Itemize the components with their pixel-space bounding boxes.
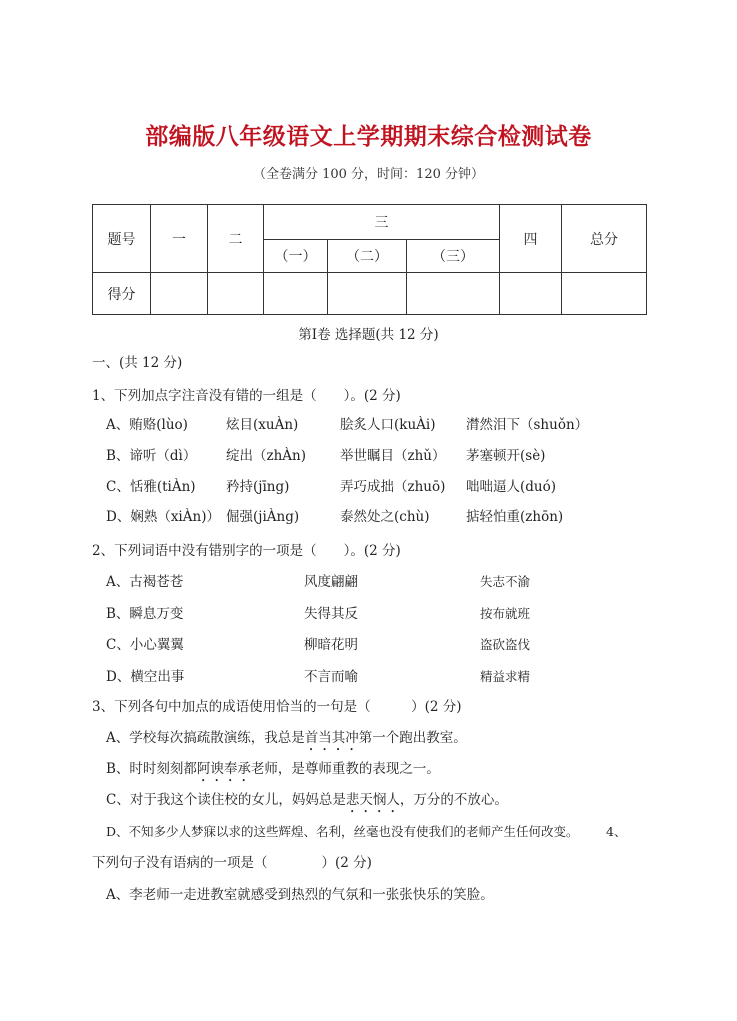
score-label-cell: 得分	[93, 273, 151, 315]
header-cell-number: 题号	[93, 205, 151, 273]
q3-option-c	[106, 791, 508, 816]
q3-option-a	[106, 729, 467, 754]
q1-option-a-4: 潸然泪下（shuǒn）	[466, 417, 589, 433]
score-cell	[500, 273, 562, 315]
q3-option-c-idiom: 悲天悯人	[345, 792, 400, 808]
header-cell-part3-sub1: （一）	[264, 240, 328, 273]
exam-title: 部编版八年级语文上学期期末综合检测试卷	[145, 124, 592, 150]
q1-option-a-3: 脍炙人口(kuÀi)	[340, 417, 436, 433]
score-cell	[208, 273, 264, 315]
q2-option-d-2: 不言而喻	[304, 669, 358, 685]
header-cell-part2: 二	[208, 205, 264, 273]
q3-option-b-idiom: 阿谀奉承	[196, 761, 251, 777]
part-heading: 一、(共 12 分)	[92, 355, 183, 371]
question-1-stem: 1、下列加点字注音没有错的一组是（ ）。(2 分)	[92, 388, 401, 404]
score-table	[92, 204, 647, 315]
header-cell-part3-sub3: （三）	[407, 240, 500, 273]
q3-option-d: D、不知多少人梦寐以求的这些辉煌、名利，丝毫也没有使我们的老师产生任何改变。	[106, 824, 579, 839]
q1-option-d-4: 掂轻怕重(zhōn)	[466, 509, 564, 525]
q2-option-a-3: 失志不渝	[480, 574, 531, 589]
q1-option-c-2: 矜持(jīng)	[226, 479, 290, 495]
header-cell-part4: 四	[500, 205, 562, 273]
q3-option-b-text: B、时时刻刻都	[106, 761, 197, 777]
q1-option-b-2: 绽出（zhÀn)	[226, 448, 307, 464]
q3-option-c-text: C、对于我这个读住校的女儿，妈妈总是	[106, 792, 346, 808]
q3-option-b-tail: 老师，是尊师重教的表现之一。	[250, 761, 440, 777]
q3-option-c-tail: ，万分的不放心。	[399, 792, 508, 808]
q4-option-a: A、李老师一走进教室就感受到热烈的气氛和一张张快乐的笑脸。	[106, 887, 494, 903]
q1-option-a-2: 炫目(xuÀn)	[226, 417, 299, 433]
q1-option-c-4: 咄咄逼人(duó)	[466, 479, 556, 495]
q1-option-b-3: 举世瞩目（zhǔ）	[340, 448, 446, 464]
q1-option-a-1: A、贿赂(lùo)	[106, 417, 188, 433]
score-cell	[407, 273, 500, 315]
header-cell-total: 总分	[562, 205, 647, 273]
q1-option-b-4: 茅塞顿开(sè)	[466, 448, 546, 464]
q1-option-c-1: C、恬雅(tiÀn)	[106, 479, 196, 495]
score-cell	[151, 273, 208, 315]
q2-option-b-2: 失得其反	[304, 606, 358, 622]
q2-option-c-3: 盗砍盗伐	[480, 637, 531, 652]
exam-subtitle: （全卷满分 100 分，时间：120 分钟）	[252, 167, 485, 182]
header-cell-part1: 一	[151, 205, 208, 273]
q2-option-c-2: 柳暗花明	[304, 637, 358, 653]
q1-option-c-3: 弄巧成拙（zhuō)	[340, 479, 446, 495]
q3-option-a-idiom: 首当其冲	[304, 730, 359, 746]
score-cell	[328, 273, 407, 315]
q2-option-b-3: 按布就班	[480, 606, 531, 621]
q2-option-d-3: 精益求精	[480, 669, 531, 684]
q2-option-a-2: 风度翩翩	[304, 574, 358, 590]
question-3-stem: 3、下列各句中加点的成语使用恰当的一句是（ ）(2 分)	[92, 699, 462, 715]
q2-option-d-1: D、横空出事	[106, 669, 185, 685]
header-cell-part3-sub2: （二）	[328, 240, 407, 273]
question-2-stem: 2、下列词语中没有错别字的一项是（ ）。(2 分)	[92, 543, 401, 559]
question-4-stem: 下列句子没有语病的一项是（ ）(2 分)	[92, 855, 372, 871]
score-cell	[264, 273, 328, 315]
question-4-number: 4、	[606, 824, 627, 839]
q2-option-c-1: C、小心翼翼	[106, 637, 184, 653]
q1-option-d-3: 泰然处之(chù)	[340, 509, 430, 525]
section-header: 第Ⅰ卷 选择题(共 12 分)	[298, 327, 439, 343]
q2-option-a-1: A、古褐苍苍	[106, 574, 184, 590]
q2-option-b-1: B、瞬息万变	[106, 606, 184, 622]
q1-option-d-1: D、娴熟（xiÀn)）	[106, 509, 220, 525]
q3-option-b	[106, 760, 440, 785]
score-cell	[562, 273, 647, 315]
q3-option-a-tail: 第一个跑出教室。	[358, 730, 467, 746]
q1-option-b-1: B、谛听（dì）	[106, 448, 197, 464]
header-cell-part3: 三	[264, 205, 500, 240]
q1-option-d-2: 倔强(jiÀng)	[226, 509, 300, 525]
q3-option-a-text: A、学校每次搞疏散演练，我总是	[106, 730, 305, 746]
